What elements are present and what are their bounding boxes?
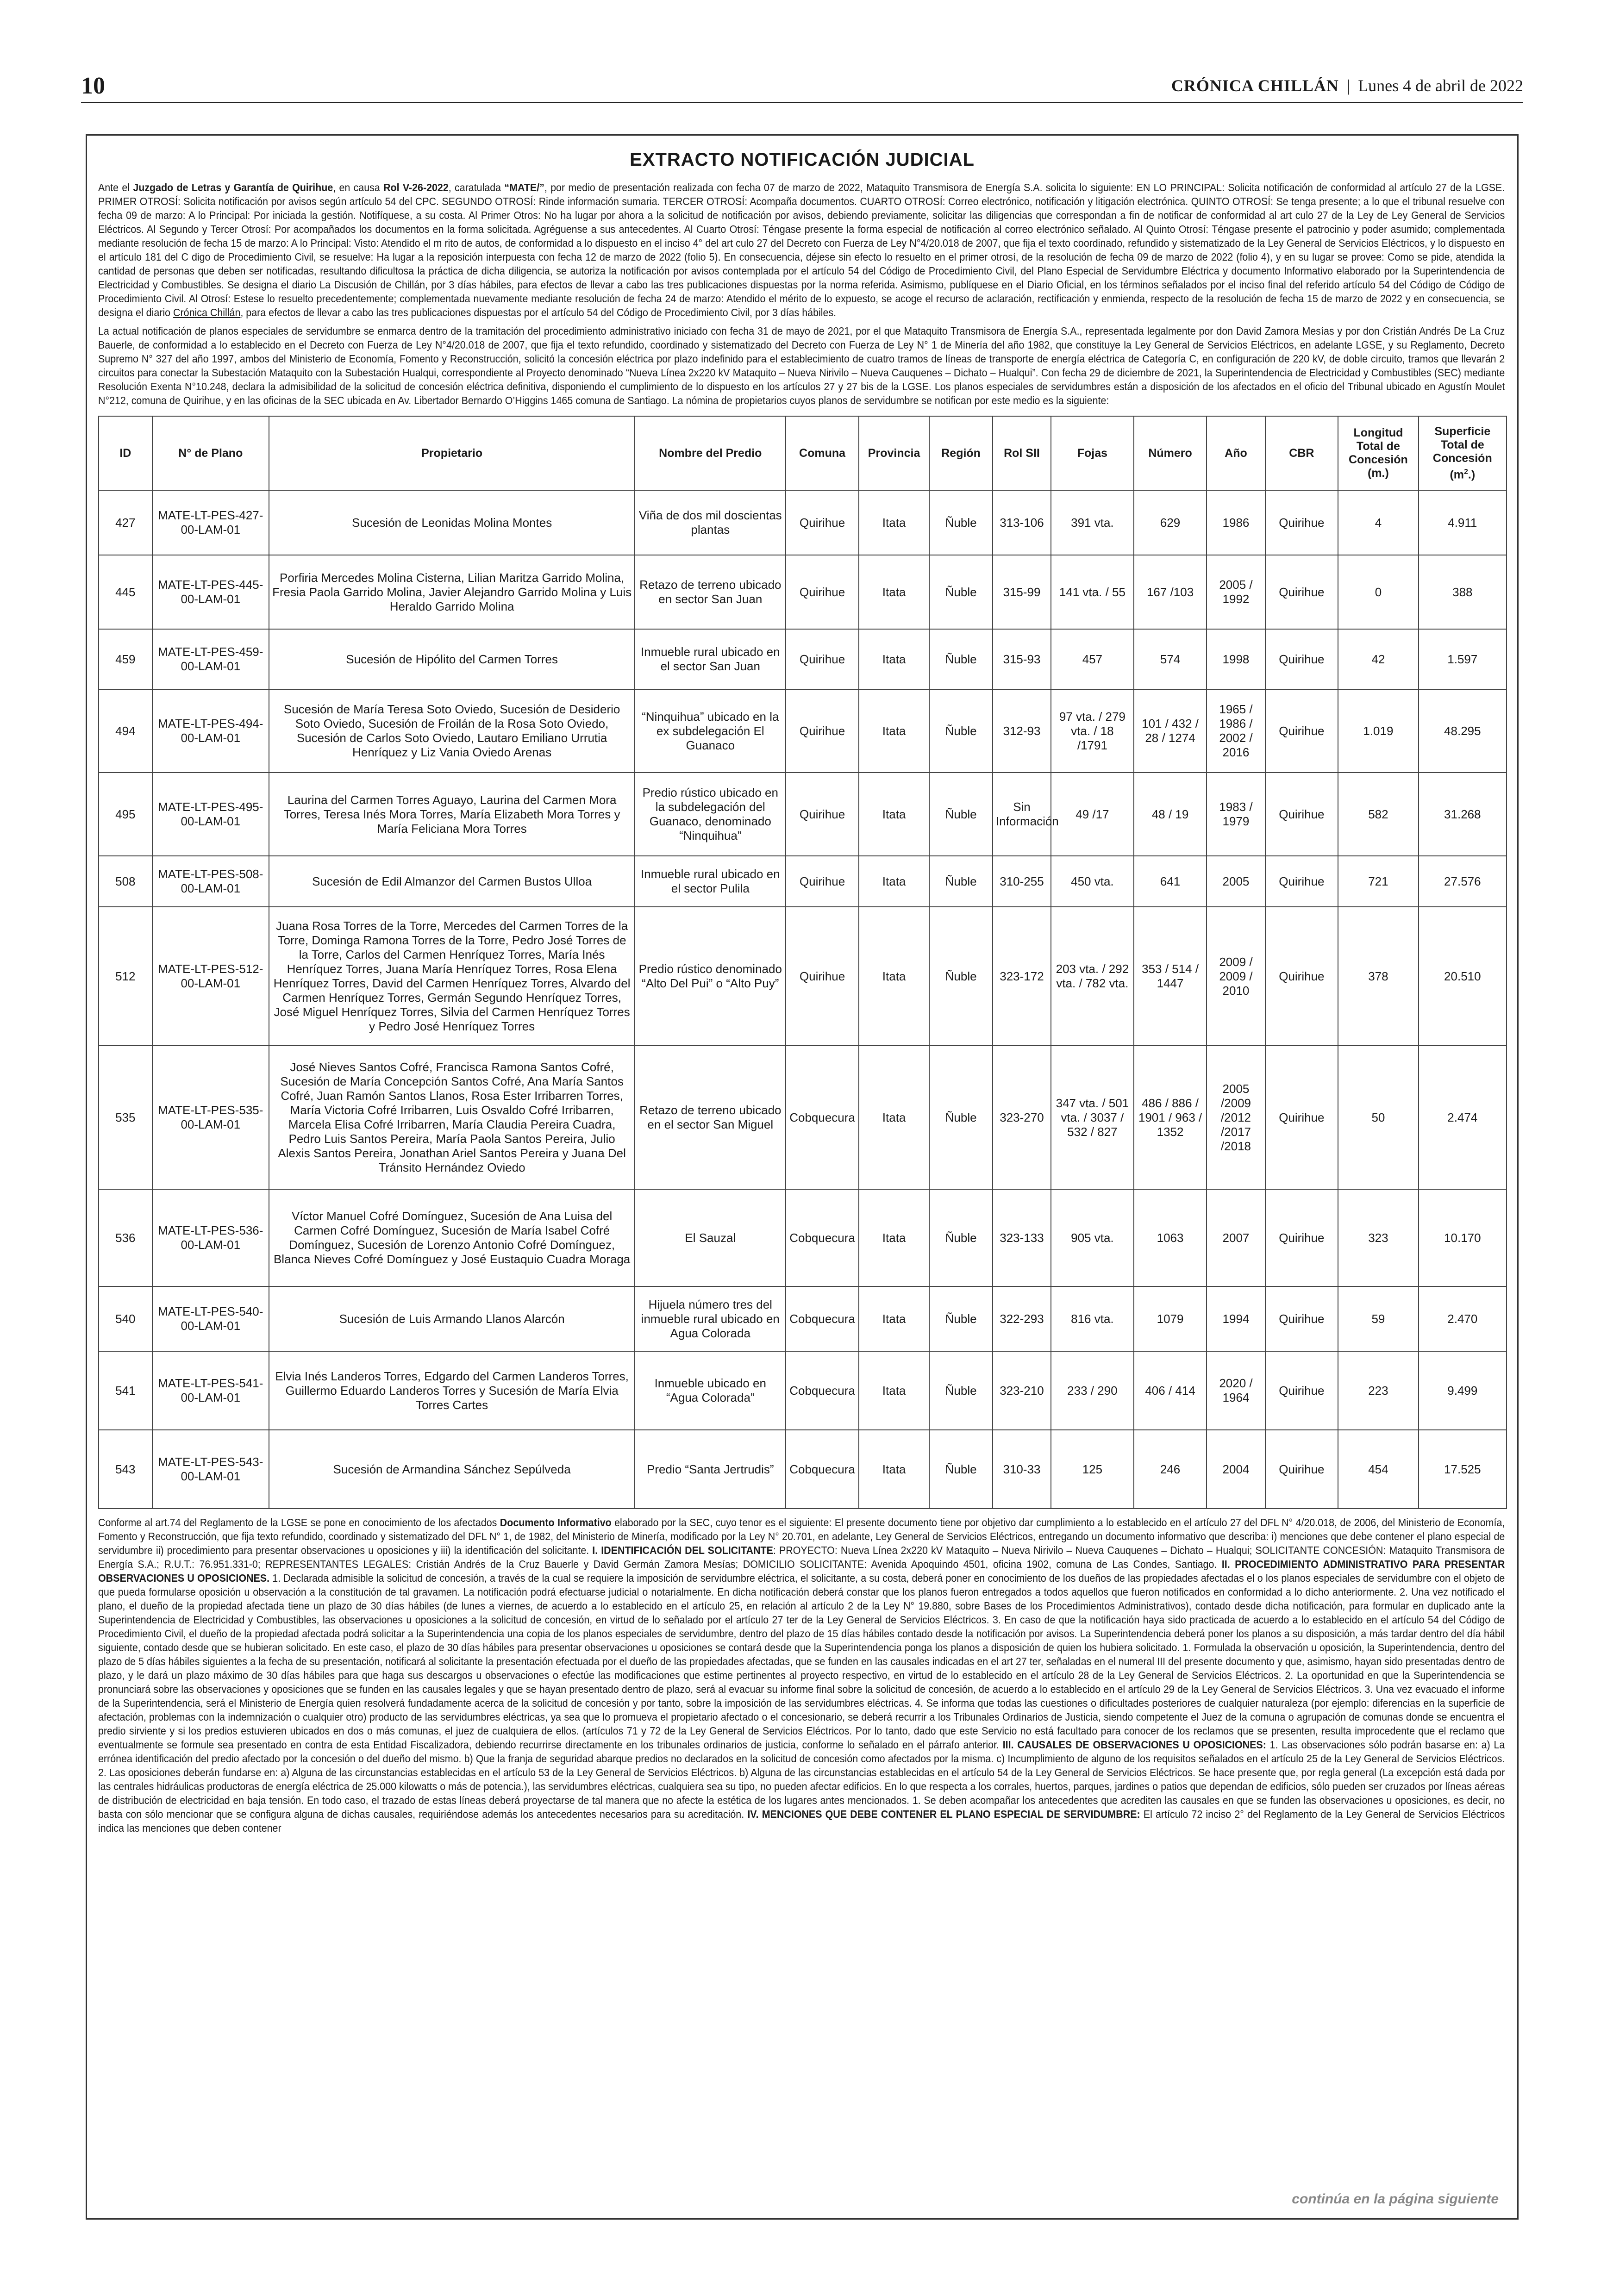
cell-propietario: Elvia Inés Landeros Torres, Edgardo del Carmen Landeros Torres, Guillermo Eduardo Landeros Torres y Sucesión de María Elvia Torres Cartes [269, 1351, 635, 1430]
cell-region: Ñuble [929, 555, 993, 629]
col-header-fojas: Fojas [1051, 416, 1134, 490]
cell-plano: MATE-LT-PES-459-00-LAM-01 [152, 629, 269, 689]
cell-region: Ñuble [929, 1286, 993, 1351]
cell-numero: 1079 [1134, 1286, 1207, 1351]
cell-longitud: 0 [1338, 555, 1418, 629]
cell-predio: Inmueble rural ubicado en el sector San Juan [635, 629, 786, 689]
cell-id: 495 [99, 773, 152, 856]
cell-rol: 323-270 [993, 1046, 1051, 1189]
cell-plano: MATE-LT-PES-508-00-LAM-01 [152, 856, 269, 907]
cell-provincia: Itata [859, 907, 929, 1046]
table-header-row [99, 416, 1507, 490]
cell-id: 543 [99, 1430, 152, 1509]
cell-propietario: Sucesión de Hipólito del Carmen Torres [269, 629, 635, 689]
col-header-id: ID [99, 416, 152, 490]
cell-fojas: 233 / 290 [1051, 1351, 1134, 1430]
cell-rol: 323-172 [993, 907, 1051, 1046]
cell-predio: El Sauzal [635, 1189, 786, 1286]
designated-newspaper: Crónica Chillán [173, 306, 241, 318]
cell-fojas: 49 /17 [1051, 773, 1134, 856]
cell-anio: 1998 [1207, 629, 1265, 689]
cell-numero: 1063 [1134, 1189, 1207, 1286]
cell-plano: MATE-LT-PES-540-00-LAM-01 [152, 1286, 269, 1351]
intro-text-4: , por medio de presentación realizada con fecha 07 de marzo de 2022, Mataquito Transmisora de Energía S.A. solicita lo siguiente: EN LO PRINCIPAL: Solicita notificación de conformidad al artículo 27 de la LGSE. PRIMER OTROSÍ: Solicita notificación por avisos según artículo 54 del CPC. SEGUNDO OTROSÍ: Rinde información sumaria. TERCER OTROSÍ: Acompaña documentos. CUARTO OTROSÍ: Correo electrónico, notificación y litigación electrónica. QUINTO OTROSÍ: Se tenga presente; a lo que el tribunal resuelve con fecha 09 de marzo: A lo Principal: Por iniciada la gestión. Notifíquese, a su costa. Al Primer Otros: No ha lugar por ahora a la solicitud de notificación por avisos, debiendo previamente, solicitar las diligencias que correspondan a fin de notificar de conformidad al art culo 27 de la Ley de Ley General de Servicios Eléctricos. Al Segundo y Tercer Otrosí: Por acompañados los documentos en la forma solicitada. Agréguense a sus antecedentes. Al Cuarto Otrosí: Téngase presente la forma especial de notificación al correo electrónico señalado. Al Quinto Otrosí: Téngase presente el patrocinio y poder asumido; complementada mediante resolución de fecha 15 de marzo: A lo Principal: Visto: Atendido el m rito de autos, de conformidad a lo dispuesto en el inciso 4° del art culo 27 del Decreto con Fuerza de Ley N°4/20.018 de 2007, que fija el texto coordinado, refundido y sistematizado de la Ley General de Servicios Eléctricos, y lo dispuesto en el artículo 181 del C digo de Procedimiento Civil, se resuelve: Ha lugar a la reposición interpuesta con fecha 12 de marzo de 2022 (folio 5). En consecuencia, déjese sin efecto lo resuelto en el primer otrosí, de la resolución de fecha 09 de marzo de 2022 (folio 4), y en su lugar se provee: Como se pide, atendida la cantidad de personas que deben ser notificadas, resultando dificultosa la práctica de dicha diligencia, se autoriza la notificación por avisos contemplada por el artículo 54 del Código de Procedimiento Civil, del Plano Especial de Servidumbre Eléctrica y documento Informativo elaborado por la Superintendencia de Electricidad y Combustibles. Se designa el diario La Discusión de Chillán, por 3 días hábiles, para efectos de llevar a cabo las tres publicaciones dispuestas por la norma referida. Asimismo, publíquese en el Diario Oficial, en los términos señalados por el inciso final del referido artículo 54 del Código de Código de Procedimiento Civil. Al Otrosí: Estese lo resuelto precedentemente; complementada nuevamente mediante resolución de fecha 24 de marzo: Atendido el mérito de lo expuesto, se acoge el recurso de aclaración, rectificación y enmienda, respecto de la resolución de fecha 15 de marzo de 2022 y en consecuencia, se designa el diario [98, 181, 1505, 318]
cell-rol: 323-133 [993, 1189, 1051, 1286]
cell-rol: 322-293 [993, 1286, 1051, 1351]
cell-predio: Viña de dos mil doscientas plantas [635, 490, 786, 555]
cell-superficie: 1.597 [1419, 629, 1507, 689]
intro-text-5: , para efectos de llevar a cabo las tres publicaciones dispuestas por el artículo 54 del Código de Procedimiento Civil, por 3 días hábiles. [240, 306, 837, 318]
cell-propietario: Sucesión de Luis Armando Llanos Alarcón [269, 1286, 635, 1351]
cell-anio: 1965 / 1986 / 2002 / 2016 [1207, 689, 1265, 773]
cell-predio: Predio rústico denominado “Alto Del Pui” o “Alto Puy” [635, 907, 786, 1046]
section-heading-1: I. IDENTIFICACIÓN DEL SOLICITANTE [592, 1544, 773, 1556]
cell-plano: MATE-LT-PES-541-00-LAM-01 [152, 1351, 269, 1430]
intro-text-1: Ante el [98, 181, 133, 193]
cell-cbr: Quirihue [1265, 1351, 1338, 1430]
cell-anio: 1994 [1207, 1286, 1265, 1351]
cell-region: Ñuble [929, 1351, 993, 1430]
cell-comuna: Quirihue [786, 629, 859, 689]
cell-numero: 167 /103 [1134, 555, 1207, 629]
cell-predio: Predio “Santa Jertrudis” [635, 1430, 786, 1509]
col-header-longitud: Longitud Total de Concesión (m.) [1338, 416, 1418, 490]
cell-fojas: 816 vta. [1051, 1286, 1134, 1351]
cell-region: Ñuble [929, 773, 993, 856]
cell-longitud: 323 [1338, 1189, 1418, 1286]
cell-rol: 323-210 [993, 1351, 1051, 1430]
cell-fojas: 905 vta. [1051, 1189, 1134, 1286]
cell-anio: 2007 [1207, 1189, 1265, 1286]
cell-fojas: 391 vta. [1051, 490, 1134, 555]
cell-longitud: 59 [1338, 1286, 1418, 1351]
cell-comuna: Cobquecura [786, 1286, 859, 1351]
cell-rol: 315-93 [993, 629, 1051, 689]
cell-comuna: Quirihue [786, 907, 859, 1046]
cell-provincia: Itata [859, 629, 929, 689]
cell-numero: 629 [1134, 490, 1207, 555]
cell-rol: 313-106 [993, 490, 1051, 555]
cell-fojas: 141 vta. / 55 [1051, 555, 1134, 629]
cell-longitud: 582 [1338, 773, 1418, 856]
cell-cbr: Quirihue [1265, 1430, 1338, 1509]
col-header-numero: Número [1134, 416, 1207, 490]
cell-fojas: 450 vta. [1051, 856, 1134, 907]
cell-numero: 486 / 886 / 1901 / 963 / 1352 [1134, 1046, 1207, 1189]
cell-region: Ñuble [929, 907, 993, 1046]
cell-provincia: Itata [859, 490, 929, 555]
table-row [99, 629, 1507, 689]
closing-text-f: El artículo 72 inciso 2° del Reglamento de la Ley General de Servicios Eléctricos indica las menciones que deben contener [98, 1808, 1505, 1834]
cell-fojas: 97 vta. / 279 vta. / 18 /1791 [1051, 689, 1134, 773]
cell-plano: MATE-LT-PES-543-00-LAM-01 [152, 1430, 269, 1509]
cell-region: Ñuble [929, 856, 993, 907]
cell-anio: 2009 / 2009 / 2010 [1207, 907, 1265, 1046]
cell-fojas: 125 [1051, 1430, 1134, 1509]
cell-plano: MATE-LT-PES-427-00-LAM-01 [152, 490, 269, 555]
closing-text-d: 1. Declarada admisible la solicitud de concesión, a través de la cual se requiere la imposición de servidumbre eléctrica, el solicitante, a su costa, deberá poner en conocimiento de los dueños de las propiedades afectadas el o los planos especiales de servidumbre con el objeto de que pueda formularse oposición u observación a la constitución de tal gravamen. La notificación podrá efectuarse judicial o notarialmente. En dicha notificación deberá constar que los planos fueron entregados a todos aquellos que fueron notificados en conformidad a lo dicho anteriormente. 2. Una vez notificado el plano, el dueño de la propiedad afectada tiene un plazo de 30 días hábiles (de lunes a viernes, de acuerdo a lo establecido en el artículo 25, en relación al artículo 2 de la Ley N° 19.880, sobre Bases de los Procedimientos Administrativos), contado desde dicha notificación, para formular en duplicado ante la Superintendencia de Electricidad y Combustibles, las observaciones u oposiciones a la solicitud de concesión, en virtud de lo señalado por el artículo 27 ter de la Ley General de Servicios Eléctricos. 3. En caso de que la notificación haya sido practicada de acuerdo a lo establecido en el artículo 54 del Código de Procedimiento Civil, el dueño de la propiedad afectada podrá solicitar a la Superintendencia una copia de los planos especiales de servidumbre, dentro del plazo de 15 días hábiles contado desde la notificación por avisos. La Superintendencia deberá poner los planos a su disposición, a más tardar dentro del día hábil siguiente, contado desde que se hubieran solicitado. En este caso, el plazo de 30 días hábiles para presentar observaciones u oposiciones se contará desde que la Superintendencia ponga los planos a disposición de quien los hubiera solicitado. 1. Formulada la observación u oposición, la Superintendencia, dentro del plazo de 5 días hábiles siguientes a la fecha de su presentación, notificará al solicitante la presentación efectuada por el dueño de las propiedades afectadas, que se funden en las causales indicadas en el art 27 ter, señaladas en el numeral III del presente documento y que, asimismo, hayan sido presentadas dentro de plazo, y le dará un plazo máximo de 30 días hábiles para que haga sus descargos u observaciones o efectúe las modificaciones que estime pertinentes al proyecto respectivo, en virtud de lo establecido en el artículo 28 de la Ley General de Servicios Eléctricos. 2. La oportunidad en que la Superintendencia se pronunciará sobre las observaciones y oposiciones que se funden en las causales legales y que se hayan presentado dentro de plazo, será al evacuar su informe final sobre la solicitud de concesión, de acuerdo a lo establecido en el artículo 29 de la Ley General de Servicios Eléctricos. 3. Una vez evacuado el informe de la Superintendencia, será el Ministerio de Energía quien resolverá fundadamente acerca de la solicitud de concesión y por tanto, sobre la imposición de las servidumbres eléctricas. 4. Se informa que todas las cuestiones o dificultades posteriores de cualquier naturaleza (por ejemplo: diferencias en la superficie de afectación, problemas con la indemnización o cualquier otro) producto de las servidumbres eléctricas, ya sea que lo promueva el propietario afectado o el concesionario, se deberá recurrir a los Tribunales Ordinarios de Justicia, siendo competente el Juez de la comuna o agrupación de comunas donde se encuentra el predio sirviente y si los predios estuvieren ubicados en dos o más comunas, el juez de cualquiera de ellos. (artículos 71 y 72 de la Ley General de Servicios Eléctricos. Por lo tanto, dado que este Servicio no está facultado para conocer de los reclamos que se presenten, resulta improcedente que el reclamo que eventualmente se formule sea presentado en contra de esta Entidad Fiscalizadora, debiendo recurrirse directamente en los tribunales ordinarios de justicia, conforme lo señalado en el párrafo anterior. [98, 1572, 1505, 1751]
cell-cbr: Quirihue [1265, 907, 1338, 1046]
intro-text-3: , caratulada [448, 181, 505, 193]
cell-id: 541 [99, 1351, 152, 1430]
cell-provincia: Itata [859, 555, 929, 629]
cell-longitud: 50 [1338, 1046, 1418, 1189]
cell-propietario: Sucesión de Leonidas Molina Montes [269, 490, 635, 555]
cell-propietario: Sucesión de Edil Almanzor del Carmen Bustos Ulloa [269, 856, 635, 907]
cell-cbr: Quirihue [1265, 629, 1338, 689]
cell-id: 494 [99, 689, 152, 773]
cell-propietario: Juana Rosa Torres de la Torre, Mercedes del Carmen Torres de la Torre, Dominga Ramona Torres de la Torre, Pedro José Torres de la Torre, Carlos del Carmen Henríquez Torres, María Inés Henríquez Torres, Juana María Henríquez Torres, Rosa Elena Henríquez Torres, David del Carmen Henríquez Torres, Alvardo del Carmen Henríquez Torres, Germán Segundo Henríquez Torres, José Miguel Henríquez Torres, Silvia del Carmen Henríquez Torres y Pedro José Henríquez Torres [269, 907, 635, 1046]
cell-numero: 48 / 19 [1134, 773, 1207, 856]
cell-rol: 310-33 [993, 1430, 1051, 1509]
table-row [99, 490, 1507, 555]
cell-predio: Retazo de terreno ubicado en el sector San Miguel [635, 1046, 786, 1189]
cell-id: 512 [99, 907, 152, 1046]
cell-propietario: Víctor Manuel Cofré Domínguez, Sucesión de Ana Luisa del Carmen Cofré Domínguez, Sucesión de María Isabel Cofré Domínguez, Sucesión de Lorenzo Antonio Cofré Domínguez, Blanca Nieves Cofré Domínguez y José Eustaquio Cuadra Moraga [269, 1189, 635, 1286]
doc-informativo: Documento Informativo [500, 1516, 612, 1529]
closing-text-e: 1. Las observaciones sólo podrán basarse en: a) La errónea identificación del predio afectado por la concesión o del dueño del mismo. b) Que la franja de seguridad abarque predios no declarados en la solicitud de concesión como afectados por la misma. c) Incumplimiento de alguno de los requisitos señalados en el artículo 25 de la Ley General de Servicios Eléctricos. 2. Las oposiciones deberán fundarse en: a) Alguna de las circunstancias establecidas en el artículo 53 de la Ley General de Servicios Eléctricos. b) Alguna de las circunstancias establecidas en el artículo 54 de la Ley General de Servicios Eléctricos. Se hace presente que, por regla general (La excepción está dada por las centrales hidráulicas productoras de energía eléctrica de 25.000 kilowatts o más de potencia.), las servidumbres eléctricas, cualquiera sea su tipo, no pueden afectar edificios. En lo que respecta a los corrales, huertos, parques, jardines o patios que dependan de edificios, sólo pueden ser cruzados por líneas aéreas de distribución de electricidad en baja tensión. En todo caso, el trazado de estas líneas deberá proyectarse de tal manera que no afecte la estética de los lugares antes mencionados. 1. Se deben acompañar los antecedentes que acrediten las causales en que se funden las observaciones u oposiciones, es decir, no basta con sólo mencionar que se configura alguna de dichas causales, requiriéndose además los antecedentes necesarios para su acreditación. [98, 1739, 1505, 1820]
table-row [99, 907, 1507, 1046]
cell-region: Ñuble [929, 689, 993, 773]
cell-longitud: 42 [1338, 629, 1418, 689]
cell-comuna: Cobquecura [786, 1046, 859, 1189]
table-row [99, 773, 1507, 856]
intro-text-2: , en causa [333, 181, 384, 193]
cell-anio: 2005 / 1992 [1207, 555, 1265, 629]
section-heading-3: III. CAUSALES DE OBSERVACIONES U OPOSICIONES: [1002, 1739, 1266, 1751]
cell-comuna: Quirihue [786, 490, 859, 555]
cell-propietario: Sucesión de María Teresa Soto Oviedo, Sucesión de Desiderio Soto Oviedo, Sucesión de Froilán de la Rosa Soto Oviedo, Sucesión de Carlos Soto Oviedo, Lautaro Emiliano Urrutia Henríquez y Liz Vania Oviedo Arenas [269, 689, 635, 773]
cell-longitud: 721 [1338, 856, 1418, 907]
cell-plano: MATE-LT-PES-512-00-LAM-01 [152, 907, 269, 1046]
cell-rol: Sin Información [993, 773, 1051, 856]
cell-cbr: Quirihue [1265, 555, 1338, 629]
cell-plano: MATE-LT-PES-536-00-LAM-01 [152, 1189, 269, 1286]
cell-superficie: 9.499 [1419, 1351, 1507, 1430]
notice-title: EXTRACTO NOTIFICACIÓN JUDICIAL [630, 150, 975, 170]
cell-provincia: Itata [859, 1046, 929, 1189]
closing-text-b: elaborado por la SEC, cuyo tenor es el siguiente: El presente documento tiene por objetivo dar cumplimiento a lo establecido en el artículo 27 del DFL N° 4/20.018, de 2006, del Ministerio de Economía, Fomento y Reconstrucción, que fija texto refundido, coordinado y sistematizado del DFL N° 1, de 1982, del Ministerio de Minería, modificado por la Ley N° 20.701, en adelante, Ley General de Servicios Eléctricos, entregando un documento informativo que describa: i) menciones que debe contener el plano especial de servidumbre ii) procedimiento para presentar observaciones u oposiciones y iii) la identificación del solicitante. [98, 1516, 1505, 1556]
cell-id: 540 [99, 1286, 152, 1351]
col-header-superficie [1419, 416, 1507, 490]
project-paragraph: La actual notificación de planos especiales de servidumbre se enmarca dentro de la tramitación del procedimiento administrativo iniciado con fecha 31 de mayo de 2021, por el que Mataquito Transmisora de Energía S.A., representada legalmente por don David Zamora Mesías y por don Cristián Andrés De La Cruz Bauerle, de conformidad a lo establecido en el Decreto con Fuerza de Ley N°4/20.018 de 2007, que fija el texto refundido, coordinado y sistematizado del Decreto con Fuerza de Ley N° 1 de Minería del año 1982, que constituye la Ley General de Servicios Eléctricos, en adelante LGSE, y su Reglamento, Decreto Supremo N° 327 del año 1997, ambos del Ministerio de Economía, Fomento y Reconstrucción, solicitó la concesión eléctrica por plazo indefinido para el establecimiento de cuatro tramos de líneas de transporte de energía eléctrica de Categoría C, en configuración de 220 kV, de doble circuito, tramos que llevarán 2 circuitos para conectar la Subestación Mataquito con la Subestación Hualqui, correspondiente al Proyecto denominado “Nueva Línea 2x220 kV Mataquito – Nueva Nirivilo – Nueva Cauquenes – Dichato – Hualqui”. Con fecha 29 de diciembre de 2021, la Superintendencia de Electricidad y Combustibles (SEC) mediante Resolución Exenta N°10.248, declara la admisibilidad de la solicitud de concesión eléctrica definitiva, disponiendo el cumplimiento de lo dispuesto en los artículos 27 y 27 bis de la LGSE. Los planos especiales de servidumbres están a disposición de los afectados en el oficio del Tribunal ubicado en Agustín Moulet N°212, comuna de Quirihue, y en las oficinas de la SEC ubicada en Av. Libertador Bernardo O’Higgins 1465 comuna de Santiago. La nómina de propietarios cuyos planos de servidumbre se notifican por este medio es la siguiente: [98, 325, 1505, 406]
cell-provincia: Itata [859, 1351, 929, 1430]
cell-superficie: 48.295 [1419, 689, 1507, 773]
cell-cbr: Quirihue [1265, 773, 1338, 856]
table-row [99, 555, 1507, 629]
col-header-propietario: Propietario [269, 416, 635, 490]
table-row [99, 1046, 1507, 1189]
cell-fojas: 203 vta. / 292 vta. / 782 vta. [1051, 907, 1134, 1046]
cell-provincia: Itata [859, 1430, 929, 1509]
col-header-cbr: CBR [1265, 416, 1338, 490]
cell-cbr: Quirihue [1265, 1286, 1338, 1351]
cell-provincia: Itata [859, 773, 929, 856]
closing-paragraph [98, 1516, 1505, 1835]
cell-cbr: Quirihue [1265, 856, 1338, 907]
cell-comuna: Cobquecura [786, 1189, 859, 1286]
col-header-anio: Año [1207, 416, 1265, 490]
page-header [81, 69, 1523, 103]
cell-predio: Predio rústico ubicado en la subdelegación del Guanaco, denominado “Ninquihua” [635, 773, 786, 856]
cell-numero: 574 [1134, 629, 1207, 689]
section-heading-2: II. PROCEDIMIENTO ADMINISTRATIVO PARA PRESENTAR OBSERVACIONES U OPOSICIONES. [98, 1558, 1505, 1584]
col-header-region: Región [929, 416, 993, 490]
cell-superficie: 17.525 [1419, 1430, 1507, 1509]
cell-predio: Inmueble ubicado en “Agua Colorada” [635, 1351, 786, 1430]
cell-comuna: Cobquecura [786, 1430, 859, 1509]
cell-plano: MATE-LT-PES-445-00-LAM-01 [152, 555, 269, 629]
masthead [1171, 76, 1523, 95]
col-header-comuna: Comuna [786, 416, 859, 490]
masthead-separator: | [1346, 76, 1351, 95]
cell-region: Ñuble [929, 1046, 993, 1189]
cell-numero: 641 [1134, 856, 1207, 907]
cell-id: 427 [99, 490, 152, 555]
court-name: Juzgado de Letras y Garantía de Quirihue [133, 181, 333, 193]
cell-rol: 315-99 [993, 555, 1051, 629]
issue-date: Lunes 4 de abril de 2022 [1358, 76, 1523, 95]
cell-propietario: Porfiria Mercedes Molina Cisterna, Lilian Maritza Garrido Molina, Fresia Paola Garrido Molina, Javier Alejandro Garrido Molina y Luis Heraldo Garrido Molina [269, 555, 635, 629]
cell-fojas: 457 [1051, 629, 1134, 689]
cell-numero: 353 / 514 / 1447 [1134, 907, 1207, 1046]
cell-numero: 406 / 414 [1134, 1351, 1207, 1430]
cell-superficie: 27.576 [1419, 856, 1507, 907]
cell-numero: 246 [1134, 1430, 1207, 1509]
cell-region: Ñuble [929, 1189, 993, 1286]
cell-provincia: Itata [859, 1189, 929, 1286]
cell-superficie: 2.470 [1419, 1286, 1507, 1351]
table-row [99, 1430, 1507, 1509]
owners-table [98, 416, 1507, 1509]
cell-superficie: 31.268 [1419, 773, 1507, 856]
table-row [99, 1189, 1507, 1286]
cell-provincia: Itata [859, 689, 929, 773]
cell-longitud: 223 [1338, 1351, 1418, 1430]
cell-comuna: Cobquecura [786, 1351, 859, 1430]
cell-anio: 1986 [1207, 490, 1265, 555]
cell-id: 536 [99, 1189, 152, 1286]
cell-anio: 2005 [1207, 856, 1265, 907]
cell-anio: 2005 /2009 /2012 /2017 /2018 [1207, 1046, 1265, 1189]
cell-numero: 101 / 432 / 28 / 1274 [1134, 689, 1207, 773]
superficie-exponent: 2 [1464, 468, 1468, 476]
continues-next-page: continúa en la página siguiente [1292, 2191, 1499, 2207]
cell-propietario: José Nieves Santos Cofré, Francisca Ramona Santos Cofré, Sucesión de María Concepción Santos Cofré, Ana María Santos Cofré, Juan Ramón Santos Llanos, Rosa Ester Irribarren Torres, María Victoria Cofré Irribarren, Luis Osvaldo Cofré Irribarren, Marcela Elisa Cofré Irribarren, María Claudia Pereira Cuadra, Pedro Luis Santos Pereira, María Paola Santos Pereira, Julio Alexis Santos Pereira, Jonathan Ariel Santos Pereira y Juana Del Tránsito Hernández Oviedo [269, 1046, 635, 1189]
cell-plano: MATE-LT-PES-535-00-LAM-01 [152, 1046, 269, 1189]
cell-superficie: 2.474 [1419, 1046, 1507, 1189]
page-number: 10 [81, 72, 105, 99]
cell-region: Ñuble [929, 1430, 993, 1509]
col-header-rol: Rol SII [993, 416, 1051, 490]
judicial-notice [86, 134, 1519, 2220]
case-caratula: “MATE/” [504, 181, 544, 193]
cell-provincia: Itata [859, 856, 929, 907]
case-rol: Rol V-26-2022 [383, 181, 449, 193]
cell-anio: 2020 / 1964 [1207, 1351, 1265, 1430]
cell-longitud: 454 [1338, 1430, 1418, 1509]
cell-id: 535 [99, 1046, 152, 1189]
section-heading-4: IV. MENCIONES QUE DEBE CONTENER EL PLANO ESPECIAL DE SERVIDUMBRE: [747, 1808, 1140, 1820]
cell-cbr: Quirihue [1265, 689, 1338, 773]
cell-region: Ñuble [929, 629, 993, 689]
cell-cbr: Quirihue [1265, 1189, 1338, 1286]
superficie-label-end: .) [1468, 468, 1476, 481]
cell-propietario: Sucesión de Armandina Sánchez Sepúlveda [269, 1430, 635, 1509]
cell-plano: MATE-LT-PES-495-00-LAM-01 [152, 773, 269, 856]
cell-anio: 2004 [1207, 1430, 1265, 1509]
cell-provincia: Itata [859, 1286, 929, 1351]
cell-superficie: 4.911 [1419, 490, 1507, 555]
cell-predio: Hijuela número tres del inmueble rural ubicado en Agua Colorada [635, 1286, 786, 1351]
cell-comuna: Quirihue [786, 856, 859, 907]
col-header-provincia: Provincia [859, 416, 929, 490]
newspaper-name: CRÓNICA CHILLÁN [1171, 76, 1339, 95]
cell-rol: 312-93 [993, 689, 1051, 773]
closing-text-a: Conforme al art.74 del Reglamento de la LGSE se pone en conocimiento de los afectados [98, 1516, 500, 1529]
cell-predio: Inmueble rural ubicado en el sector Pulila [635, 856, 786, 907]
cell-plano: MATE-LT-PES-494-00-LAM-01 [152, 689, 269, 773]
cell-rol: 310-255 [993, 856, 1051, 907]
cell-comuna: Quirihue [786, 689, 859, 773]
cell-superficie: 20.510 [1419, 907, 1507, 1046]
cell-anio: 1983 / 1979 [1207, 773, 1265, 856]
col-header-predio: Nombre del Predio [635, 416, 786, 490]
table-row [99, 689, 1507, 773]
cell-comuna: Quirihue [786, 773, 859, 856]
cell-longitud: 378 [1338, 907, 1418, 1046]
cell-cbr: Quirihue [1265, 490, 1338, 555]
cell-fojas: 347 vta. / 501 vta. / 3037 / 532 / 827 [1051, 1046, 1134, 1189]
cell-longitud: 4 [1338, 490, 1418, 555]
table-body [99, 490, 1507, 1509]
cell-superficie: 10.170 [1419, 1189, 1507, 1286]
col-header-plano: N° de Plano [152, 416, 269, 490]
table-row [99, 1351, 1507, 1430]
cell-longitud: 1.019 [1338, 689, 1418, 773]
cell-predio: Retazo de terreno ubicado en sector San Juan [635, 555, 786, 629]
cell-propietario: Laurina del Carmen Torres Aguayo, Laurina del Carmen Mora Torres, Teresa Inés Mora Torres, María Elizabeth Mora Torres y María Feliciana Mora Torres [269, 773, 635, 856]
table-row [99, 856, 1507, 907]
closing-text-c: : PROYECTO: Nueva Línea 2x220 kV Mataquito – Nueva Nirivilo – Nueva Cauquenes – Dichato – Hualqui; SOLICITANTE CONCESIÓN: Mataquito Transmisora de Energía S.A.; R.U.T.: 76.951.331-0; REPRESENTANTES LEGALES: Cristián Andrés de la Cruz Bauerle y David Germán Zamora Mesías; DOMICILIO SOLICITANTE: Avenida Apoquindo 4501, oficina 1902, comuna de Las Condes, Santiago. [98, 1544, 1505, 1570]
cell-id: 508 [99, 856, 152, 907]
cell-region: Ñuble [929, 490, 993, 555]
intro-paragraph [98, 181, 1505, 319]
table-row [99, 1286, 1507, 1351]
cell-cbr: Quirihue [1265, 1046, 1338, 1189]
cell-id: 445 [99, 555, 152, 629]
cell-comuna: Quirihue [786, 555, 859, 629]
cell-predio: “Ninquihua” ubicado en la ex subdelegación El Guanaco [635, 689, 786, 773]
cell-id: 459 [99, 629, 152, 689]
cell-superficie: 388 [1419, 555, 1507, 629]
superficie-label: Superficie Total de Concesión (m [1432, 424, 1492, 481]
